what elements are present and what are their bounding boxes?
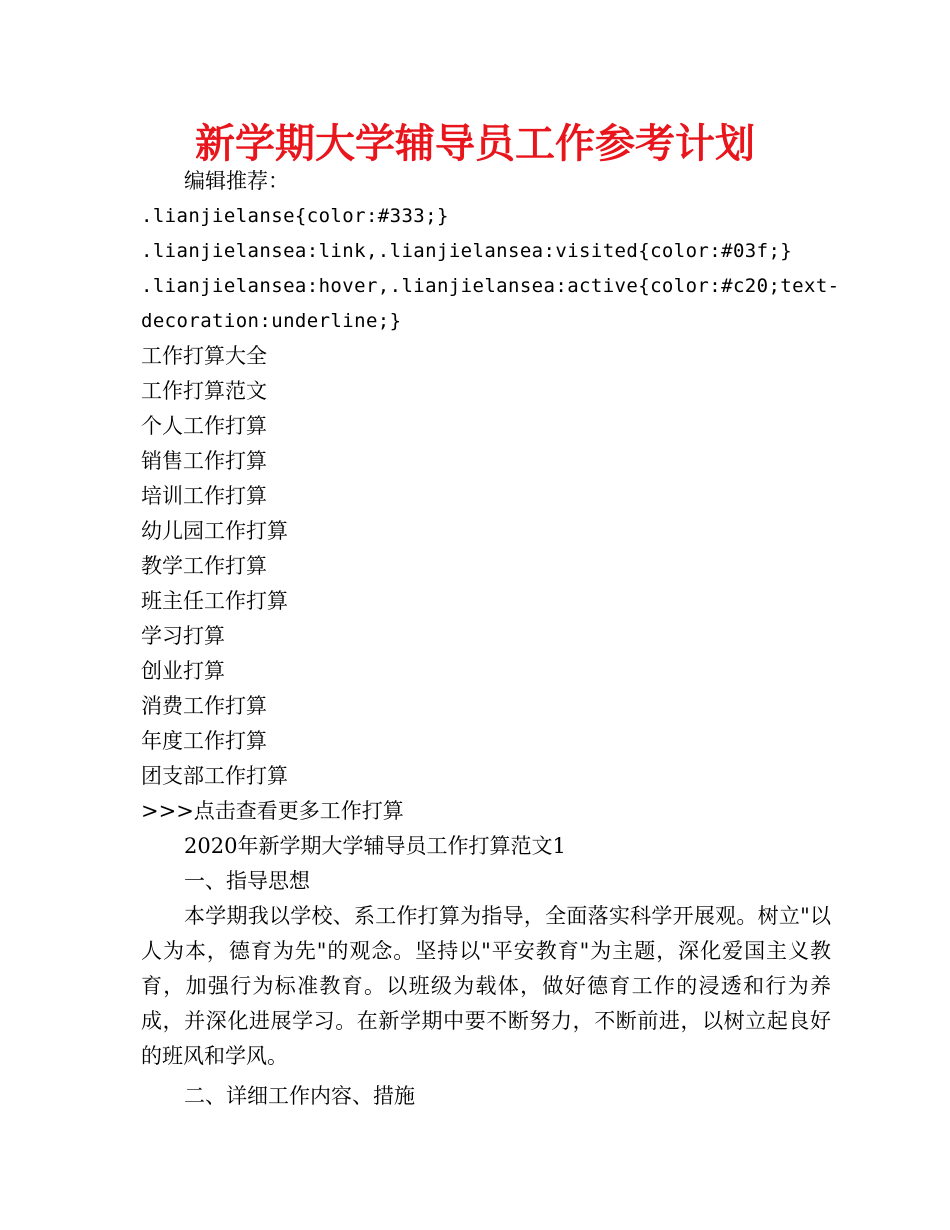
css-line-1: .lianjielanse{color:#333;}: [141, 205, 449, 227]
css-line-3: .lianjielansea:hover,.lianjielansea:active{color:#c20;text-: [141, 275, 840, 297]
link-personal-work-plan[interactable]: 个人工作打算: [141, 414, 267, 438]
link-head-teacher-work-plan[interactable]: 班主任工作打算: [141, 589, 288, 613]
article-title: 2020年新学期大学辅导员工作打算范文1: [184, 834, 566, 858]
link-consumption-work-plan[interactable]: 消费工作打算: [141, 694, 267, 718]
section-2-heading: 二、详细工作内容、措施: [184, 1084, 415, 1108]
link-kindergarten-work-plan[interactable]: 幼儿园工作打算: [141, 519, 288, 543]
link-more-work-plans[interactable]: >>>点击查看更多工作打算: [141, 799, 404, 823]
link-training-work-plan[interactable]: 培训工作打算: [141, 484, 267, 508]
section-1-heading: 一、指导思想: [184, 869, 310, 893]
link-teaching-work-plan[interactable]: 教学工作打算: [141, 554, 267, 578]
link-annual-work-plan[interactable]: 年度工作打算: [141, 729, 267, 753]
link-league-branch-work-plan[interactable]: 团支部工作打算: [141, 764, 288, 788]
link-startup-plan[interactable]: 创业打算: [141, 659, 225, 683]
document-title: 新学期大学辅导员工作参考计划: [195, 121, 755, 167]
link-work-plan-samples[interactable]: 工作打算范文: [141, 379, 267, 403]
link-work-plan-collection[interactable]: 工作打算大全: [141, 344, 267, 368]
css-line-4: decoration:underline;}: [141, 310, 402, 332]
editor-recommend-label: 编辑推荐：: [184, 169, 289, 193]
css-line-2: .lianjielansea:link,.lianjielansea:visited{color:#03f;}: [141, 240, 793, 262]
link-study-plan[interactable]: 学习打算: [141, 624, 225, 648]
link-sales-work-plan[interactable]: 销售工作打算: [141, 449, 267, 473]
section-1-paragraph: 本学期我以学校、系工作打算为指导，全面落实科学开展观。树立"以人为本，德育为先"的观念。坚持以"平安教育"为主题，深化爱国主义教育，加强行为标准教育。以班级为载体，做好德育工作的浸透和行为养成，并深化进展学习。在新学期中要不断努力，不断前进，以树立起良好的班风和学风。: [141, 904, 831, 1068]
